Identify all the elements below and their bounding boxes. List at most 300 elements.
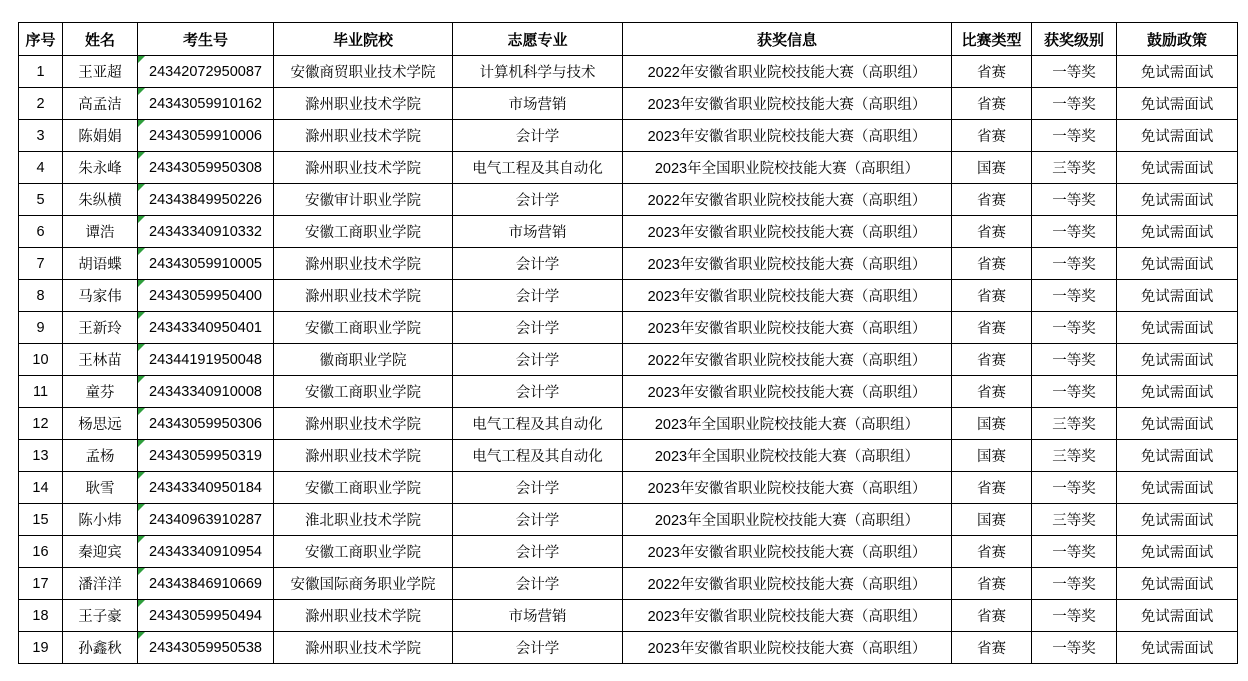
cell-text: 24343846910669 <box>149 575 262 592</box>
cell-award[interactable] <box>623 152 952 184</box>
cell-text: 省赛 <box>977 225 1006 241</box>
cell-exam-no[interactable] <box>138 440 274 472</box>
cell-policy[interactable] <box>1117 344 1238 376</box>
cell-award[interactable] <box>623 248 952 280</box>
cell-type[interactable] <box>952 56 1032 88</box>
cell-type[interactable] <box>952 184 1032 216</box>
cell-level[interactable] <box>1032 376 1117 408</box>
header-row <box>19 23 1238 56</box>
cell-text: 24342072950087 <box>149 63 262 80</box>
cell-text: 16 <box>32 543 49 560</box>
cell-school[interactable] <box>274 440 453 472</box>
cell-type[interactable] <box>952 504 1032 536</box>
number-stored-as-text-indicator-icon <box>138 408 145 415</box>
cell-name[interactable] <box>63 248 138 280</box>
cell-text: 会计学 <box>515 385 560 401</box>
cell-text: 三等奖 <box>1052 417 1096 433</box>
cell-major[interactable] <box>453 408 623 440</box>
cell-award[interactable] <box>623 56 952 88</box>
cell-name[interactable] <box>63 568 138 600</box>
cell-level[interactable] <box>1032 440 1117 472</box>
cell-text: 一等奖 <box>1052 609 1096 625</box>
cell-school[interactable] <box>274 312 453 344</box>
cell-text: 会计学 <box>515 513 560 529</box>
cell-text: 免试需面试 <box>1140 449 1214 465</box>
cell-award[interactable] <box>623 632 952 664</box>
cell-type[interactable] <box>952 440 1032 472</box>
number-stored-as-text-indicator-icon <box>138 216 145 223</box>
cell-school[interactable] <box>274 184 453 216</box>
cell-index[interactable] <box>19 152 63 184</box>
cell-text: 12 <box>32 415 49 432</box>
cell-name[interactable] <box>63 56 138 88</box>
cell-level[interactable] <box>1032 216 1117 248</box>
cell-major[interactable] <box>453 344 623 376</box>
cell-text: 免试需面试 <box>1140 257 1214 273</box>
cell-text: 一等奖 <box>1052 225 1096 241</box>
cell-major[interactable] <box>453 152 623 184</box>
cell-text: 省赛 <box>977 193 1006 209</box>
column-header-level[interactable]: 获奖级别 <box>1032 23 1117 56</box>
cell-text: 2022年安徽省职业院校技能大赛（高职组） <box>647 577 927 593</box>
cell-major[interactable] <box>453 312 623 344</box>
cell-major[interactable] <box>453 120 623 152</box>
cell-school[interactable] <box>274 472 453 504</box>
cell-name[interactable] <box>63 632 138 664</box>
cell-name[interactable] <box>63 408 138 440</box>
cell-text: 朱永峰 <box>78 161 122 177</box>
cell-name[interactable] <box>63 536 138 568</box>
cell-exam-no[interactable] <box>138 216 274 248</box>
cell-index[interactable] <box>19 568 63 600</box>
cell-text: 胡语蝶 <box>78 257 122 273</box>
cell-type[interactable] <box>952 280 1032 312</box>
cell-text: 免试需面试 <box>1140 129 1214 145</box>
cell-policy[interactable] <box>1117 56 1238 88</box>
cell-text: 会计学 <box>515 321 560 337</box>
cell-award[interactable] <box>623 376 952 408</box>
cell-policy[interactable] <box>1117 632 1238 664</box>
cell-index[interactable] <box>19 632 63 664</box>
cell-name[interactable] <box>63 280 138 312</box>
cell-text: 电气工程及其自动化 <box>472 161 603 177</box>
cell-index[interactable] <box>19 120 63 152</box>
table-row <box>19 56 1238 88</box>
table-row <box>19 632 1238 664</box>
number-stored-as-text-indicator-icon <box>138 504 145 511</box>
cell-text: 免试需面试 <box>1140 577 1214 593</box>
cell-text: 省赛 <box>977 97 1006 113</box>
cell-index[interactable] <box>19 536 63 568</box>
cell-index[interactable] <box>19 472 63 504</box>
cell-type[interactable] <box>952 536 1032 568</box>
cell-index[interactable] <box>19 56 63 88</box>
cell-exam-no[interactable] <box>138 376 274 408</box>
number-stored-as-text-indicator-icon <box>138 88 145 95</box>
column-header-policy[interactable]: 鼓励政策 <box>1117 23 1238 56</box>
cell-text: 会计学 <box>515 289 560 305</box>
cell-text: 滁州职业技术学院 <box>305 97 421 113</box>
column-header-name[interactable]: 姓名 <box>63 23 138 56</box>
cell-index[interactable] <box>19 440 63 472</box>
cell-exam-no[interactable] <box>138 632 274 664</box>
cell-name[interactable] <box>63 184 138 216</box>
cell-text: 2023年安徽省职业院校技能大赛（高职组） <box>647 545 927 561</box>
cell-exam-no[interactable] <box>138 536 274 568</box>
cell-policy[interactable] <box>1117 568 1238 600</box>
cell-policy[interactable] <box>1117 536 1238 568</box>
cell-text: 一等奖 <box>1052 289 1096 305</box>
cell-school[interactable] <box>274 280 453 312</box>
cell-level[interactable] <box>1032 120 1117 152</box>
cell-award[interactable] <box>623 120 952 152</box>
cell-policy[interactable] <box>1117 88 1238 120</box>
cell-policy[interactable] <box>1117 248 1238 280</box>
cell-text: 孟杨 <box>85 449 115 465</box>
cell-school[interactable] <box>274 88 453 120</box>
cell-major[interactable] <box>453 600 623 632</box>
number-stored-as-text-indicator-icon <box>138 536 145 543</box>
cell-text: 一等奖 <box>1052 321 1096 337</box>
cell-text: 电气工程及其自动化 <box>472 417 603 433</box>
cell-text: 国赛 <box>977 513 1006 529</box>
cell-text: 耿雪 <box>85 481 115 497</box>
cell-major[interactable] <box>453 216 623 248</box>
cell-exam-no[interactable] <box>138 56 274 88</box>
table-row <box>19 440 1238 472</box>
cell-major[interactable] <box>453 248 623 280</box>
cell-school[interactable] <box>274 56 453 88</box>
cell-text: 15 <box>32 511 49 528</box>
cell-text: 省赛 <box>977 641 1006 657</box>
cell-major[interactable] <box>453 184 623 216</box>
column-header-type[interactable]: 比赛类型 <box>952 23 1032 56</box>
cell-award[interactable] <box>623 312 952 344</box>
cell-text: 2023年全国职业院校技能大赛（高职组） <box>654 161 920 177</box>
cell-text: 2023年安徽省职业院校技能大赛（高职组） <box>647 641 927 657</box>
cell-level[interactable] <box>1032 280 1117 312</box>
cell-index[interactable] <box>19 376 63 408</box>
cell-award[interactable] <box>623 472 952 504</box>
cell-text: 谭浩 <box>85 225 115 241</box>
cell-policy[interactable] <box>1117 408 1238 440</box>
cell-text: 国赛 <box>977 417 1006 433</box>
cell-index[interactable] <box>19 184 63 216</box>
cell-policy[interactable] <box>1117 376 1238 408</box>
cell-text: 7 <box>36 255 45 272</box>
cell-major[interactable] <box>453 376 623 408</box>
cell-text: 省赛 <box>977 257 1006 273</box>
cell-name[interactable] <box>63 376 138 408</box>
cell-name[interactable] <box>63 152 138 184</box>
cell-type[interactable] <box>952 344 1032 376</box>
cell-name[interactable] <box>63 504 138 536</box>
cell-text: 秦迎宾 <box>78 545 122 561</box>
cell-award[interactable] <box>623 408 952 440</box>
cell-text: 2022年安徽省职业院校技能大赛（高职组） <box>647 353 927 369</box>
number-stored-as-text-indicator-icon <box>138 56 145 63</box>
table-row <box>19 568 1238 600</box>
cell-text: 滁州职业技术学院 <box>305 161 421 177</box>
number-stored-as-text-indicator-icon <box>138 184 145 191</box>
cell-exam-no[interactable] <box>138 152 274 184</box>
cell-index[interactable] <box>19 248 63 280</box>
cell-policy[interactable] <box>1117 440 1238 472</box>
awards-table <box>18 22 1238 664</box>
column-header-award[interactable]: 获奖信息 <box>623 23 952 56</box>
cell-text: 高孟洁 <box>78 97 122 113</box>
cell-text: 14 <box>32 479 49 496</box>
cell-policy[interactable] <box>1117 216 1238 248</box>
cell-text: 18 <box>32 607 49 624</box>
cell-school[interactable] <box>274 248 453 280</box>
cell-type[interactable] <box>952 568 1032 600</box>
cell-text: 一等奖 <box>1052 577 1096 593</box>
cell-type[interactable] <box>952 120 1032 152</box>
cell-text: 国赛 <box>977 161 1006 177</box>
cell-award[interactable] <box>623 344 952 376</box>
cell-name[interactable] <box>63 120 138 152</box>
cell-text: 24343059950319 <box>149 447 262 464</box>
cell-index[interactable] <box>19 312 63 344</box>
cell-major[interactable] <box>453 536 623 568</box>
cell-exam-no[interactable] <box>138 344 274 376</box>
cell-text: 一等奖 <box>1052 641 1096 657</box>
cell-text: 24343340950184 <box>149 479 262 496</box>
cell-exam-no[interactable] <box>138 600 274 632</box>
cell-text: 潘洋洋 <box>78 577 122 593</box>
cell-text: 免试需面试 <box>1140 193 1214 209</box>
cell-text: 9 <box>36 319 45 336</box>
cell-name[interactable] <box>63 600 138 632</box>
cell-text: 24343849950226 <box>149 191 262 208</box>
table-row <box>19 280 1238 312</box>
cell-text: 会计学 <box>515 577 560 593</box>
cell-school[interactable] <box>274 344 453 376</box>
cell-index[interactable] <box>19 88 63 120</box>
cell-type[interactable] <box>952 408 1032 440</box>
cell-text: 24343059950494 <box>149 607 262 624</box>
table-row <box>19 312 1238 344</box>
cell-index[interactable] <box>19 280 63 312</box>
cell-index[interactable] <box>19 216 63 248</box>
cell-text: 24343059950306 <box>149 415 262 432</box>
cell-major[interactable] <box>453 280 623 312</box>
cell-level[interactable] <box>1032 536 1117 568</box>
cell-text: 免试需面试 <box>1140 385 1214 401</box>
cell-award[interactable] <box>623 280 952 312</box>
cell-school[interactable] <box>274 408 453 440</box>
number-stored-as-text-indicator-icon <box>138 120 145 127</box>
cell-text: 免试需面试 <box>1140 65 1214 81</box>
cell-index[interactable] <box>19 344 63 376</box>
cell-award[interactable] <box>623 568 952 600</box>
cell-text: 淮北职业技术学院 <box>305 513 421 529</box>
cell-award[interactable] <box>623 440 952 472</box>
cell-text: 13 <box>32 447 49 464</box>
table-row <box>19 344 1238 376</box>
cell-text: 安徽工商职业学院 <box>305 385 421 401</box>
cell-text: 2 <box>36 95 45 112</box>
table-row <box>19 152 1238 184</box>
cell-text: 免试需面试 <box>1140 97 1214 113</box>
cell-text: 1 <box>36 63 45 80</box>
cell-text: 2023年全国职业院校技能大赛（高职组） <box>654 449 920 465</box>
cell-level[interactable] <box>1032 600 1117 632</box>
cell-level[interactable] <box>1032 184 1117 216</box>
cell-school[interactable] <box>274 120 453 152</box>
cell-exam-no[interactable] <box>138 312 274 344</box>
cell-text: 电气工程及其自动化 <box>472 449 603 465</box>
cell-policy[interactable] <box>1117 472 1238 504</box>
cell-name[interactable] <box>63 88 138 120</box>
cell-exam-no[interactable] <box>138 472 274 504</box>
cell-policy[interactable] <box>1117 600 1238 632</box>
cell-index[interactable] <box>19 504 63 536</box>
cell-type[interactable] <box>952 632 1032 664</box>
cell-school[interactable] <box>274 632 453 664</box>
cell-text: 2023年安徽省职业院校技能大赛（高职组） <box>647 321 927 337</box>
cell-major[interactable] <box>453 472 623 504</box>
cell-text: 免试需面试 <box>1140 609 1214 625</box>
cell-index[interactable] <box>19 600 63 632</box>
cell-name[interactable] <box>63 344 138 376</box>
cell-policy[interactable] <box>1117 184 1238 216</box>
cell-text: 一等奖 <box>1052 257 1096 273</box>
cell-text: 2023年安徽省职业院校技能大赛（高职组） <box>647 289 927 305</box>
cell-text: 2023年安徽省职业院校技能大赛（高职组） <box>647 481 927 497</box>
cell-school[interactable] <box>274 152 453 184</box>
cell-school[interactable] <box>274 536 453 568</box>
cell-award[interactable] <box>623 184 952 216</box>
cell-text: 安徽工商职业学院 <box>305 481 421 497</box>
cell-major[interactable] <box>453 504 623 536</box>
cell-text: 安徽国际商务职业学院 <box>290 577 436 593</box>
cell-exam-no[interactable] <box>138 120 274 152</box>
cell-text: 三等奖 <box>1052 513 1096 529</box>
cell-award[interactable] <box>623 504 952 536</box>
cell-text: 24343059910162 <box>149 95 262 112</box>
cell-policy[interactable] <box>1117 152 1238 184</box>
cell-exam-no[interactable] <box>138 504 274 536</box>
cell-type[interactable] <box>952 376 1032 408</box>
cell-school[interactable] <box>274 376 453 408</box>
cell-text: 安徽工商职业学院 <box>305 225 421 241</box>
cell-award[interactable] <box>623 600 952 632</box>
cell-level[interactable] <box>1032 568 1117 600</box>
cell-school[interactable] <box>274 600 453 632</box>
cell-exam-no[interactable] <box>138 248 274 280</box>
cell-level[interactable] <box>1032 56 1117 88</box>
cell-type[interactable] <box>952 216 1032 248</box>
cell-type[interactable] <box>952 312 1032 344</box>
cell-name[interactable] <box>63 472 138 504</box>
cell-text: 2023年安徽省职业院校技能大赛（高职组） <box>647 225 927 241</box>
cell-policy[interactable] <box>1117 312 1238 344</box>
cell-type[interactable] <box>952 152 1032 184</box>
cell-major[interactable] <box>453 440 623 472</box>
cell-text: 市场营销 <box>508 97 567 113</box>
cell-school[interactable] <box>274 216 453 248</box>
cell-text: 省赛 <box>977 321 1006 337</box>
cell-level[interactable] <box>1032 472 1117 504</box>
cell-exam-no[interactable] <box>138 184 274 216</box>
cell-type[interactable] <box>952 472 1032 504</box>
number-stored-as-text-indicator-icon <box>138 568 145 575</box>
cell-award[interactable] <box>623 216 952 248</box>
cell-name[interactable] <box>63 440 138 472</box>
cell-major[interactable] <box>453 88 623 120</box>
cell-text: 安徽工商职业学院 <box>305 321 421 337</box>
cell-policy[interactable] <box>1117 280 1238 312</box>
cell-major[interactable] <box>453 56 623 88</box>
cell-text: 2023年全国职业院校技能大赛（高职组） <box>654 513 920 529</box>
column-header-major[interactable]: 志愿专业 <box>453 23 623 56</box>
cell-exam-no[interactable] <box>138 568 274 600</box>
cell-level[interactable] <box>1032 312 1117 344</box>
cell-text: 三等奖 <box>1052 449 1096 465</box>
cell-type[interactable] <box>952 248 1032 280</box>
cell-text: 11 <box>32 383 49 400</box>
cell-level[interactable] <box>1032 88 1117 120</box>
cell-policy[interactable] <box>1117 504 1238 536</box>
cell-exam-no[interactable] <box>138 88 274 120</box>
cell-level[interactable] <box>1032 408 1117 440</box>
cell-school[interactable] <box>274 568 453 600</box>
cell-text: 24343340910008 <box>149 383 262 400</box>
cell-text: 免试需面试 <box>1140 161 1214 177</box>
cell-school[interactable] <box>274 504 453 536</box>
cell-exam-no[interactable] <box>138 408 274 440</box>
cell-text: 一等奖 <box>1052 385 1096 401</box>
column-header-index[interactable]: 序号 <box>19 23 63 56</box>
table-row <box>19 536 1238 568</box>
cell-major[interactable] <box>453 568 623 600</box>
cell-exam-no[interactable] <box>138 280 274 312</box>
cell-text: 2022年安徽省职业院校技能大赛（高职组） <box>647 193 927 209</box>
cell-text: 24343059950400 <box>149 287 262 304</box>
cell-award[interactable] <box>623 88 952 120</box>
cell-index[interactable] <box>19 408 63 440</box>
column-header-exam-no[interactable]: 考生号 <box>138 23 274 56</box>
table-row <box>19 504 1238 536</box>
cell-level[interactable] <box>1032 632 1117 664</box>
number-stored-as-text-indicator-icon <box>138 280 145 287</box>
column-header-school[interactable]: 毕业院校 <box>274 23 453 56</box>
cell-policy[interactable] <box>1117 120 1238 152</box>
cell-name[interactable] <box>63 312 138 344</box>
cell-name[interactable] <box>63 216 138 248</box>
number-stored-as-text-indicator-icon <box>138 472 145 479</box>
cell-level[interactable] <box>1032 152 1117 184</box>
cell-level[interactable] <box>1032 344 1117 376</box>
cell-level[interactable] <box>1032 248 1117 280</box>
cell-award[interactable] <box>623 536 952 568</box>
cell-text: 省赛 <box>977 609 1006 625</box>
number-stored-as-text-indicator-icon <box>138 376 145 383</box>
cell-text: 王子豪 <box>78 609 122 625</box>
cell-text: 17 <box>32 575 49 592</box>
cell-major[interactable] <box>453 632 623 664</box>
cell-text: 24343059910006 <box>149 127 262 144</box>
cell-text: 一等奖 <box>1052 545 1096 561</box>
cell-level[interactable] <box>1032 504 1117 536</box>
cell-text: 免试需面试 <box>1140 417 1214 433</box>
cell-type[interactable] <box>952 600 1032 632</box>
cell-text: 三等奖 <box>1052 161 1096 177</box>
cell-type[interactable] <box>952 88 1032 120</box>
cell-text: 徽商职业学院 <box>319 353 407 369</box>
